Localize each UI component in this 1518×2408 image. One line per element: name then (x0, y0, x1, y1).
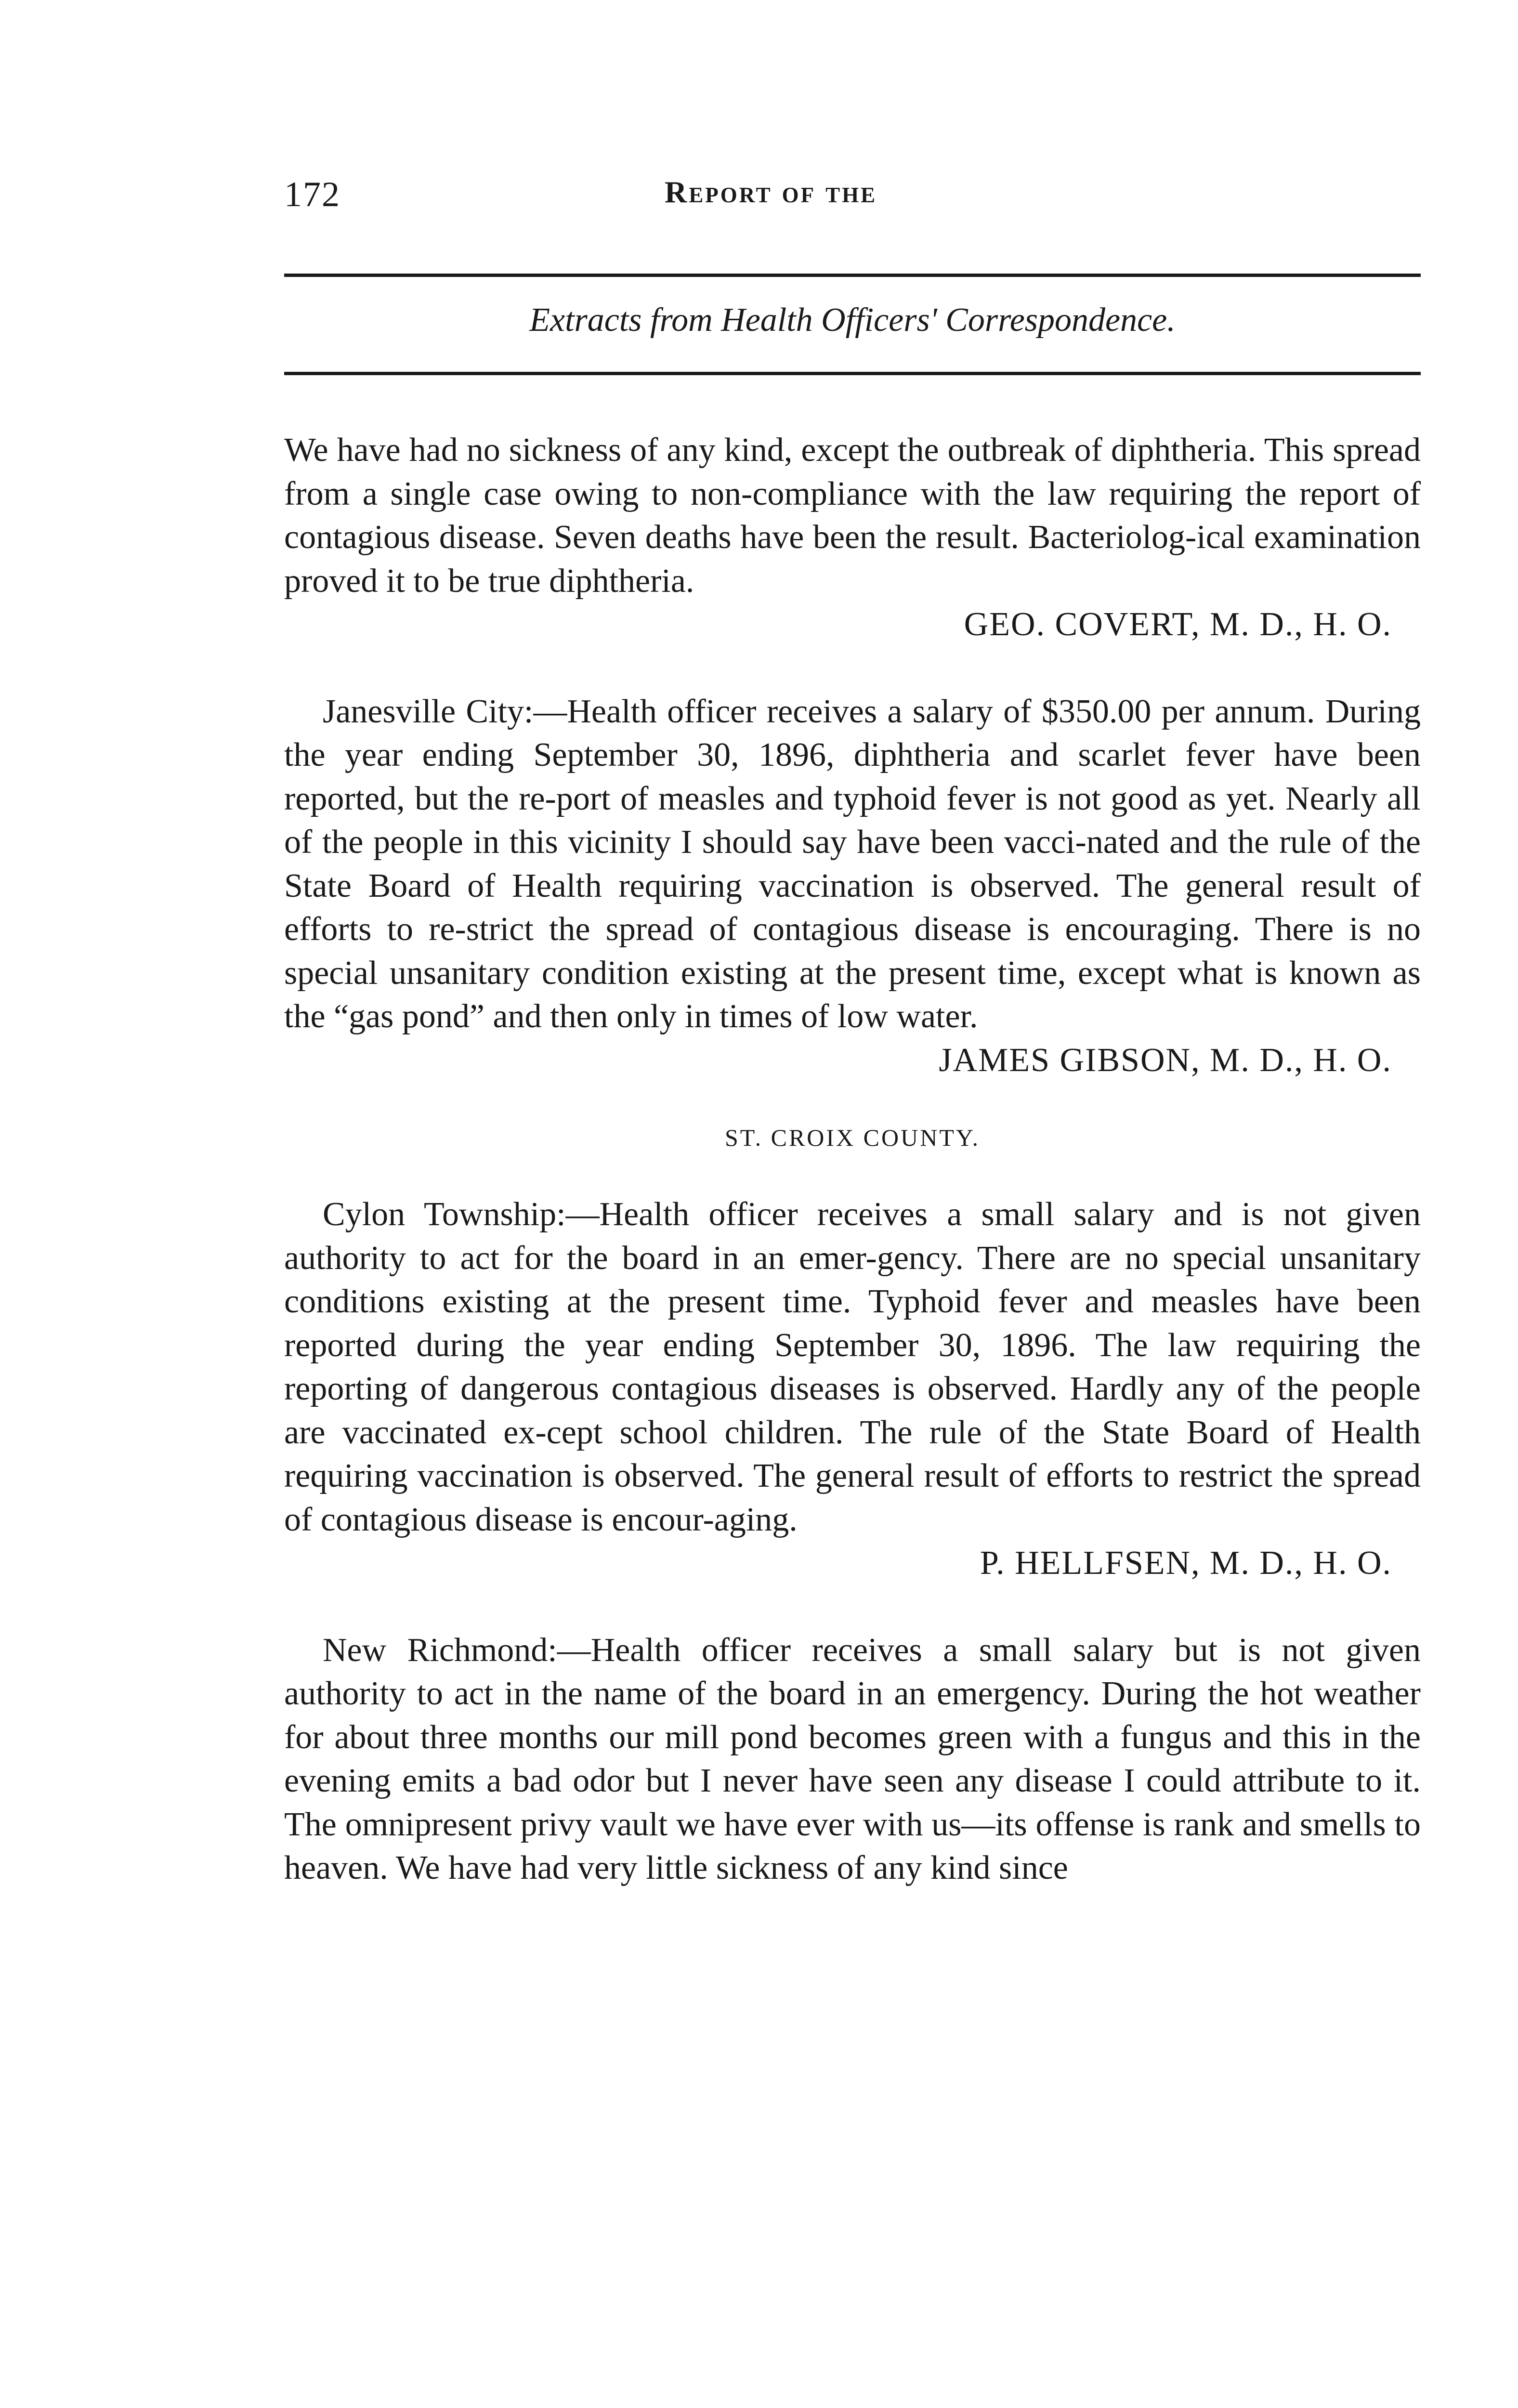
page-number: 172 (284, 175, 340, 214)
spacer (284, 1585, 1421, 1629)
spacer (284, 1082, 1421, 1116)
bottom-rule (284, 372, 1421, 375)
signature-gibson: JAMES GIBSON, M. D., H. O. (939, 1041, 1392, 1079)
signature-covert: GEO. COVERT, M. D., H. O. (964, 606, 1392, 643)
county-heading: ST. CROIX COUNTY. (724, 1124, 981, 1151)
paragraph-covert-letter: We have had no sickness of any kind, except the outbreak of diphtheria. This spread from a single case owing to non-compliance with the law requiring the report of contagious disease. Seven deaths have been the result. Bacteriolog-ical examination proved it to be true diphtheria. (284, 432, 1421, 600)
spacer (284, 1159, 1421, 1193)
running-head: Report of the (665, 175, 877, 209)
section-title: Extracts from Health Officers' Correspondence. (529, 301, 1176, 339)
paragraph-new-richmond: New Richmond:—Health officer receives a small salary but is not given authority to act in the name of the board in an emergency. During the hot weather for about three months our mill pond becomes green with a fungus and this in the evening emits a bad odor but I never have seen any disease I could attribute to it. The omnipresent privy vault we have ever with us—its offense is rank and smells to heaven. We have had very little sickness of any kind since (284, 1631, 1421, 1886)
signature-hellfsen: P. HELLFSEN, M. D., H. O. (980, 1544, 1392, 1582)
paragraph-janesville-city: Janesville City:—Health officer receives a salary of $350.00 per annum. During the year ending September 30, 1896, diphtheria and scarlet fever have been reported, but the re-port of measles and typhoid fever is not good as yet. Nearly all of the people in this vicinity I should say have been vacci-nated and the rule of the State Board of Health requiring vaccination is observed. The general result of efforts to re-strict the spread of contagious disease is encouraging. There is no special unsanitary condition existing at the present time, except what is known as the “gas pond” and then only in times of low water. (284, 693, 1421, 1035)
paragraph-cylon-township: Cylon Township:—Health officer receives a small salary and is not given authority to act for the board in an emer-gency. There are no special unsanitary conditions existing at the present time. Typhoid fever and measles have been reported during the year ending September 30, 1896. The law requiring the reporting of dangerous contagious diseases is observed. Hardly any of the people are vaccinated ex-cept school children. The rule of the State Board of Health requiring vaccination is observed. The general result of efforts to restrict the spread of contagious disease is encour-aging. (284, 1196, 1421, 1538)
spacer (284, 647, 1421, 690)
top-rule (284, 274, 1421, 277)
body-text (284, 429, 1421, 1890)
